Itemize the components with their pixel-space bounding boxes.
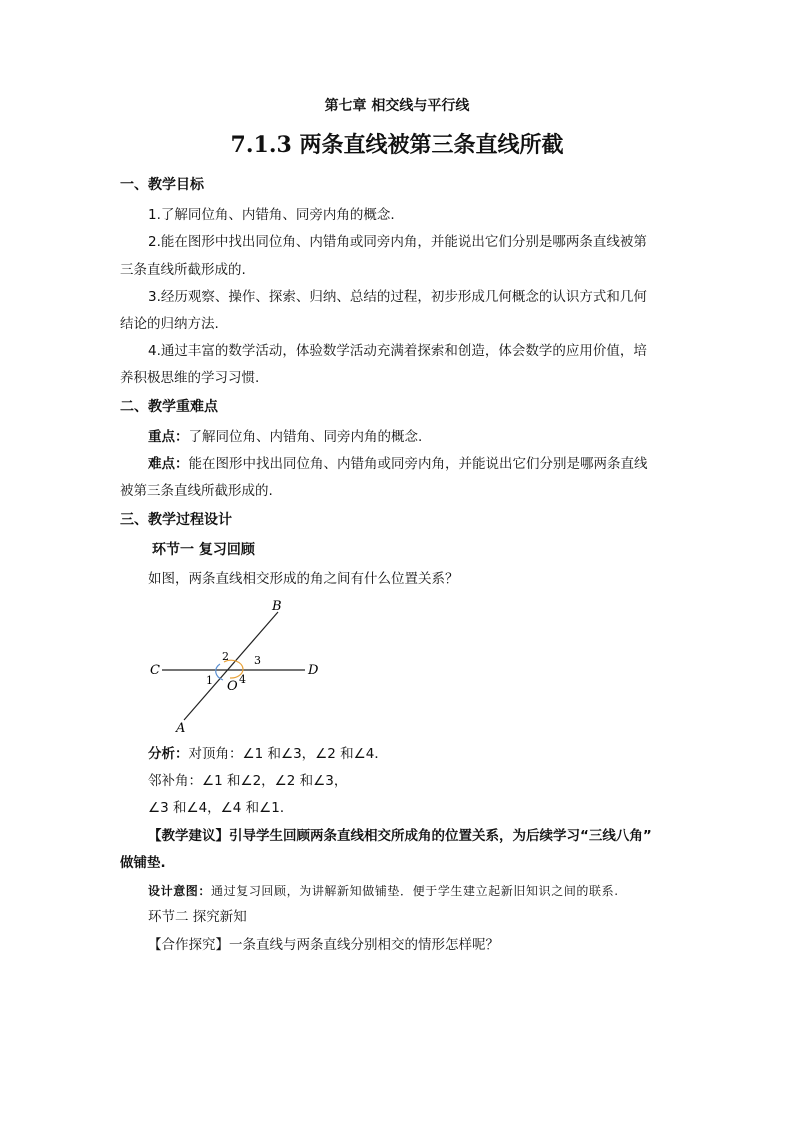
step1-title: 环节一 复习回顾 [152, 542, 255, 558]
angle-arc-left [216, 664, 223, 680]
angle-label-3: 3 [254, 654, 261, 667]
intersecting-lines-figure [140, 592, 340, 737]
goal-item-4-line1: 4.通过丰富的数学活动，体验数学活动充满着探索和创造，体会数学的应用价值，培 [148, 343, 647, 359]
analysis-label: 分析： [148, 746, 189, 762]
goal-item-3-line1: 3.经历观察、操作、探索、归纳、总结的过程，初步形成几何概念的认识方式和几何 [148, 289, 647, 305]
label-b: B [272, 599, 282, 614]
goal-item-3-line2: 结论的归纳方法. [120, 316, 219, 332]
goal-item-2-line2: 三条直线所截形成的. [120, 262, 246, 278]
step2-title: 环节二 探究新知 [148, 909, 247, 925]
angle-label-1: 1 [206, 674, 213, 687]
section-keypoints-heading: 二、教学重难点 [120, 399, 218, 415]
adjacent-line-1: 邻补角：∠1 和∠2，∠2 和∠3， [148, 773, 348, 789]
difficulty-text: 能在图形中找出同位角、内错角或同旁内角，并能说出它们分别是哪两条直线 [188, 456, 648, 472]
focus-text: 了解同位角、内错角、同旁内角的概念. [188, 429, 423, 445]
teaching-suggestion-line2: 做铺垫. [120, 855, 166, 871]
difficulty-line-2: 被第三条直线所截形成的. [120, 483, 273, 499]
goal-item-2-line1: 2.能在图形中找出同位角、内错角或同旁内角，并能说出它们分别是哪两条直线被第 [148, 234, 647, 250]
analysis-text: 对顶角：∠1 和∠3，∠2 和∠4． [188, 746, 388, 762]
angle-label-2: 2 [222, 650, 229, 663]
label-d: D [308, 663, 319, 678]
goal-item-4-line2: 养积极思维的学习习惯. [120, 370, 260, 386]
adjacent-line-2: ∠3 和∠4，∠4 和∠1． [148, 800, 294, 816]
label-a: A [176, 721, 186, 736]
review-question: 如图，两条直线相交形成的角之间有什么位置关系？ [148, 571, 459, 587]
label-c: C [150, 663, 160, 678]
focus-line [148, 427, 422, 447]
goal-item-1: 1.了解同位角、内错角、同旁内角的概念. [148, 207, 395, 223]
analysis-line [148, 744, 388, 764]
focus-label: 重点： [148, 429, 189, 445]
line-ab [184, 612, 278, 720]
teaching-suggestion-line1: 【教学建议】引导学生回顾两条直线相交所成角的位置关系，为后续学习“三线八角” [148, 828, 652, 844]
design-intent-line [148, 881, 619, 901]
section-process-heading: 三、教学过程设计 [120, 512, 232, 528]
design-intent-text: 通过复习回顾，为讲解新知做铺垫．便于学生建立起新旧知识之间的联系. [211, 884, 619, 898]
angle-label-4: 4 [239, 673, 246, 686]
section-goals-heading: 一、教学目标 [120, 177, 204, 193]
difficulty-label: 难点： [148, 456, 189, 472]
difficulty-line [148, 454, 648, 474]
label-o: O [227, 679, 238, 694]
design-intent-label: 设计意图： [148, 884, 212, 898]
chapter-heading: 第七章 相交线与平行线 [324, 98, 470, 114]
lesson-title: 7.1.3 两条直线被第三条直线所截 [230, 132, 564, 158]
cooperative-inquiry: 【合作探究】一条直线与两条直线分别相交的情形怎样呢？ [148, 937, 499, 953]
